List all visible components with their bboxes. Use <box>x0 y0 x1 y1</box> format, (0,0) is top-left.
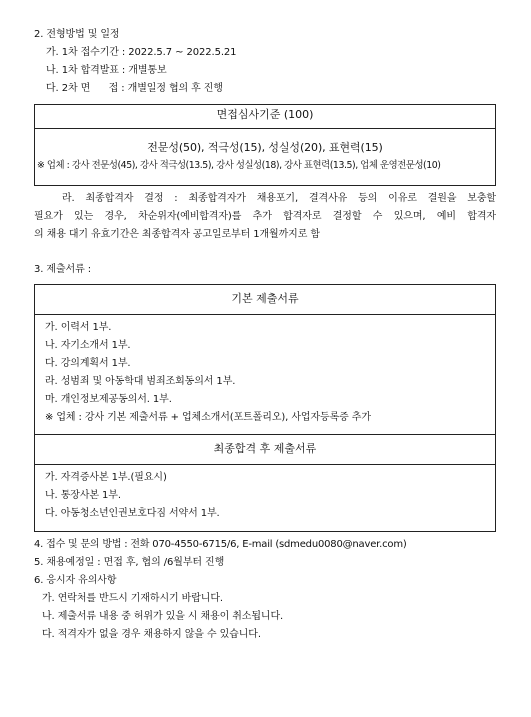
section2-title: 2. 전형방법 및 일정 <box>34 29 120 40</box>
section6-item-2: 나. 제출서류 내용 중 허위가 있을 시 채용이 취소됩니다. <box>42 611 284 622</box>
basic-doc-item: 가. 이력서 1부. <box>45 322 112 333</box>
section4-line <box>34 538 407 552</box>
section6-item-3: 다. 적격자가 없을 경우 채용하지 않을 수 있습니다. <box>42 629 261 640</box>
basic-doc-item: 마. 개인정보제공동의서. 1부. <box>45 394 172 405</box>
final-decision-line-1: 라. 최종합격자 결정 : 최종합격자가 채용포기, 결격사유 등의 이유로 결원을 보충할 <box>62 193 496 204</box>
interview-criteria-header-text: 면접심사기준 (100) <box>216 108 314 121</box>
interview-criteria-text: 전문성(50), 적극성(15), 성실성(20), 표현력(15) <box>147 141 383 154</box>
basic-doc-item: 나. 자기소개서 1부. <box>45 340 131 351</box>
section4-prefix: 4. 접수 및 문의 방법 : <box>34 539 131 550</box>
section2-item-2: 나. 1차 합격발표 : 개별통보 <box>46 65 167 76</box>
final-doc-item: 가. 자격증사본 1부.(필요시) <box>45 472 167 483</box>
interview-criteria-body <box>35 129 495 185</box>
interview-criteria-note: ※ 업체 : 강사 전문성(45), 강사 적극성(13.5), 강사 성실성(18), 강사 표현력(13.5), 업체 운영전문성(10) <box>37 160 441 171</box>
final-decision-line-2: 필요가 있는 경우, 차순위자(예비합격자)를 추가 합격자로 결정할 수 있으며, 예비 합격자 <box>34 211 496 222</box>
basic-docs-header <box>35 285 495 315</box>
section5-line: 5. 채용예정일 : 면접 후, 협의 /6월부터 진행 <box>34 557 225 568</box>
basic-doc-item: 라. 성범죄 및 아동학대 범죄조회동의서 1부. <box>45 376 236 387</box>
section2-item-3: 다. 2차 면 접 : 개별일정 협의 후 진행 <box>46 83 223 94</box>
section3-title: 3. 제출서류 : <box>34 264 92 275</box>
final-doc-item: 다. 아동청소년인권보호다짐 서약서 1부. <box>45 508 220 519</box>
section6-item-1: 가. 연락처를 반드시 기재하시기 바랍니다. <box>42 593 223 604</box>
final-docs-header-text: 최종합격 후 제출서류 <box>213 442 317 455</box>
final-decision-line-3: 의 채용 대기 유효기간은 최종합격자 공고일로부터 1개월까지로 함 <box>34 229 320 240</box>
documents-box <box>34 284 496 532</box>
section4-contact: 전화 070-4550-6715/6, E-mail (sdmedu0080@naver.com) <box>130 539 407 550</box>
basic-doc-item: 다. 강의계획서 1부. <box>45 358 131 369</box>
final-docs-header <box>35 435 495 465</box>
basic-docs-body <box>35 315 495 435</box>
section2-item-1: 가. 1차 접수기간 : 2022.5.7 ~ 2022.5.21 <box>46 47 237 58</box>
final-docs-body <box>35 465 495 531</box>
section6-title: 6. 응시자 유의사항 <box>34 575 117 586</box>
interview-criteria-box <box>34 104 496 186</box>
final-doc-item: 나. 통장사본 1부. <box>45 490 121 501</box>
basic-doc-note: ※ 업체 : 강사 기본 제출서류 + 업체소개서(포트폴리오), 사업자등록증 추가 <box>45 412 371 423</box>
basic-docs-header-text: 기본 제출서류 <box>231 292 299 305</box>
interview-criteria-header <box>35 105 495 129</box>
